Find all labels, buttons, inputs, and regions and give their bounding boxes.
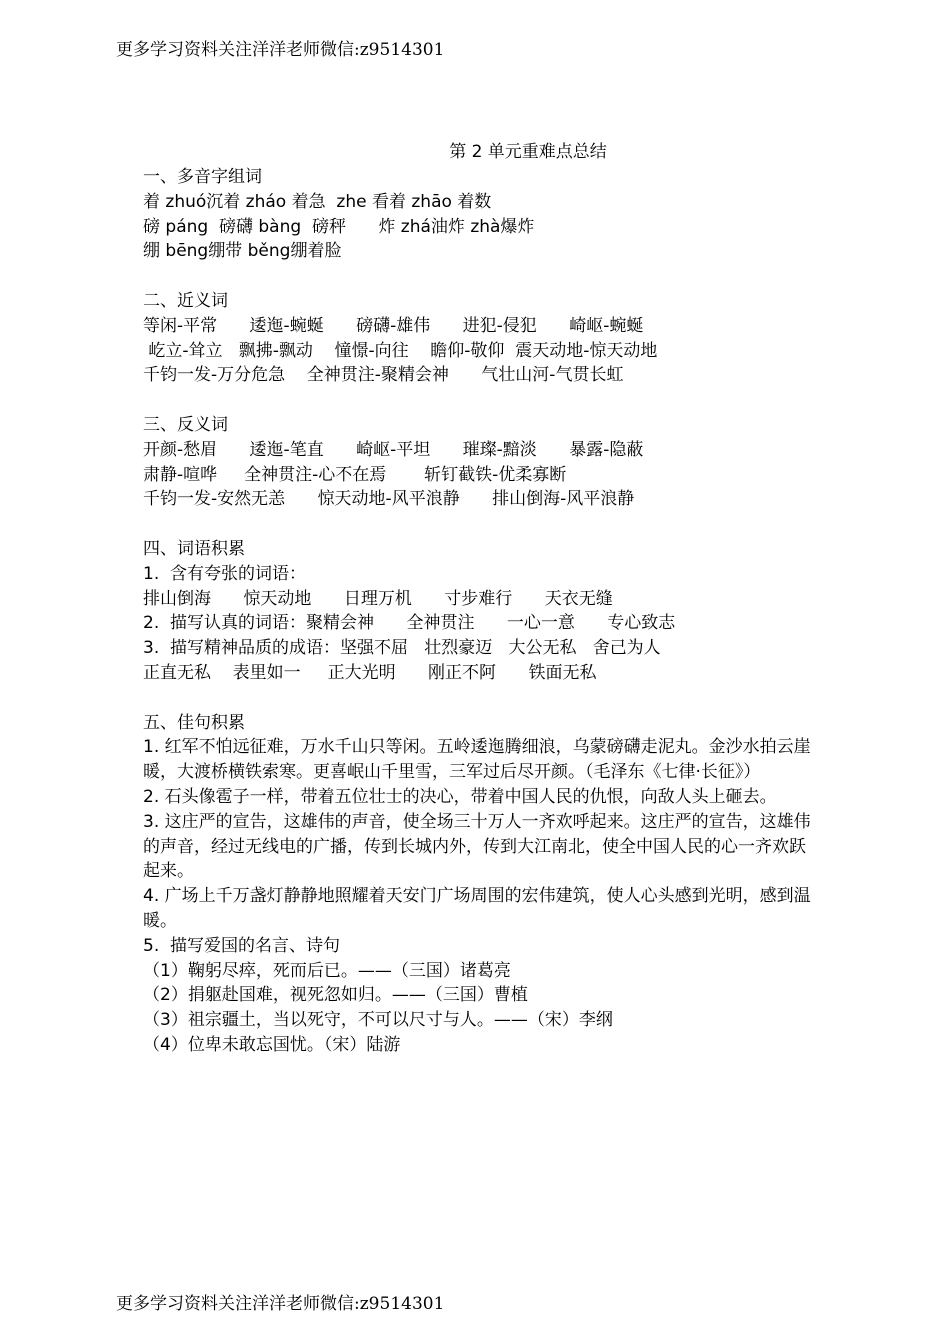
vocab-line: 正直无私 表里如一 正大光明 刚正不阿 铁面无私 [143, 662, 597, 683]
section-heading-vocab: 四、词语积累 [143, 538, 245, 559]
sentence-paragraph: 3. 这庄严的宣告，这雄伟的声音，使全场三十万人一齐欢呼起来。这庄严的宣告，这雄伟的声音，经过无线电的广播，传到长城内外，传到大江南北，使全中国人民的心一齐欢跃起来。 [143, 811, 811, 882]
section-heading-sentences: 五、佳句积累 [143, 712, 245, 733]
quote-line: （2）捐躯赴国难，视死忽如归。——（三国）曹植 [143, 985, 528, 1006]
quote-line: （1）鞠躬尽瘁，死而后已。——（三国）诸葛亮 [143, 960, 511, 981]
polyphonic-line: 着 zhuó沉着 zháo 着急 zhe 看着 zhāo 着数 [143, 191, 492, 212]
vocab-line: 排山倒海 惊天动地 日理万机 寸步难行 天衣无缝 [143, 588, 613, 609]
polyphonic-line: 绷 bēng绷带 běng绷着脸 [143, 241, 342, 262]
quote-line: （3）祖宗疆土，当以死守，不可以尺寸与人。——（宋）李纲 [143, 1010, 613, 1031]
sentence-paragraph: 1. 红军不怕远征难，万水千山只等闲。五岭逶迤腾细浪，乌蒙磅礴走泥丸。金沙水拍云崖暖，大渡桥横铁索寒。更喜岷山千里雪，三军过后尽开颜。（毛泽东《七律·长征》） [143, 737, 811, 783]
synonym-line: 等闲-平常 逶迤-蜿蜒 磅礴-雄伟 进犯-侵犯 崎岖-蜿蜒 [143, 315, 644, 336]
vocab-line: 1. 含有夸张的词语： [143, 563, 307, 584]
spacer [143, 686, 823, 711]
section-heading-antonyms: 三、反义词 [143, 414, 228, 435]
watermark-bottom: 更多学习资料关注洋洋老师微信:z9514301 [116, 1294, 445, 1314]
sentence-paragraph: 4. 广场上千万盏灯静静地照耀着天安门广场周围的宏伟建筑，使人心头感到光明，感到温暖。 [143, 886, 811, 931]
sentence-paragraph: 2. 石头像雹子一样，带着五位壮士的决心，带着中国人民的仇恨，向敌人头上砸去。 [143, 786, 777, 807]
spacer [143, 512, 823, 537]
quote-line: （4）位卑未敢忘国忧。（宋）陆游 [143, 1034, 401, 1055]
spacer [143, 388, 823, 413]
sentence-paragraph: 5. 描写爱国的名言、诗句 [143, 935, 341, 956]
section-heading-polyphonic: 一、多音字组词 [143, 167, 262, 187]
synonym-line: 屹立-耸立 飘拂-飘动 憧憬-向往 瞻仰-敬仰 震天动地-惊天动地 [143, 340, 658, 361]
spacer [143, 264, 823, 289]
watermark-top: 更多学习资料关注洋洋老师微信:z9514301 [116, 40, 445, 60]
vocab-line: 2. 描写认真的词语：聚精会神 全神贯注 一心一意 专心致志 [143, 613, 676, 634]
section-heading-synonyms: 二、近义词 [143, 290, 228, 311]
antonym-line: 千钧一发-安然无恙 惊天动地-风平浪静 排山倒海-风平浪静 [143, 489, 635, 510]
vocab-line: 3. 描写精神品质的成语：坚强不屈 壮烈豪迈 大公无私 舍己为人 [143, 638, 661, 659]
polyphonic-line: 磅 páng 磅礴 bàng 磅秤 炸 zhá油炸 zhà爆炸 [143, 216, 535, 237]
antonym-line: 肃静-喧哗 全神贯注-心不在焉 斩钉截铁-优柔寡断 [143, 464, 567, 485]
antonym-line: 开颜-愁眉 逶迤-笔直 崎岖-平坦 璀璨-黯淡 暴露-隐蔽 [143, 439, 644, 460]
synonym-line: 千钧一发-万分危急 全神贯注-聚精会神 气壮山河-气贯长虹 [143, 365, 624, 386]
page-title: 第 2 单元重难点总结 [449, 142, 607, 162]
document-body [143, 140, 823, 1058]
